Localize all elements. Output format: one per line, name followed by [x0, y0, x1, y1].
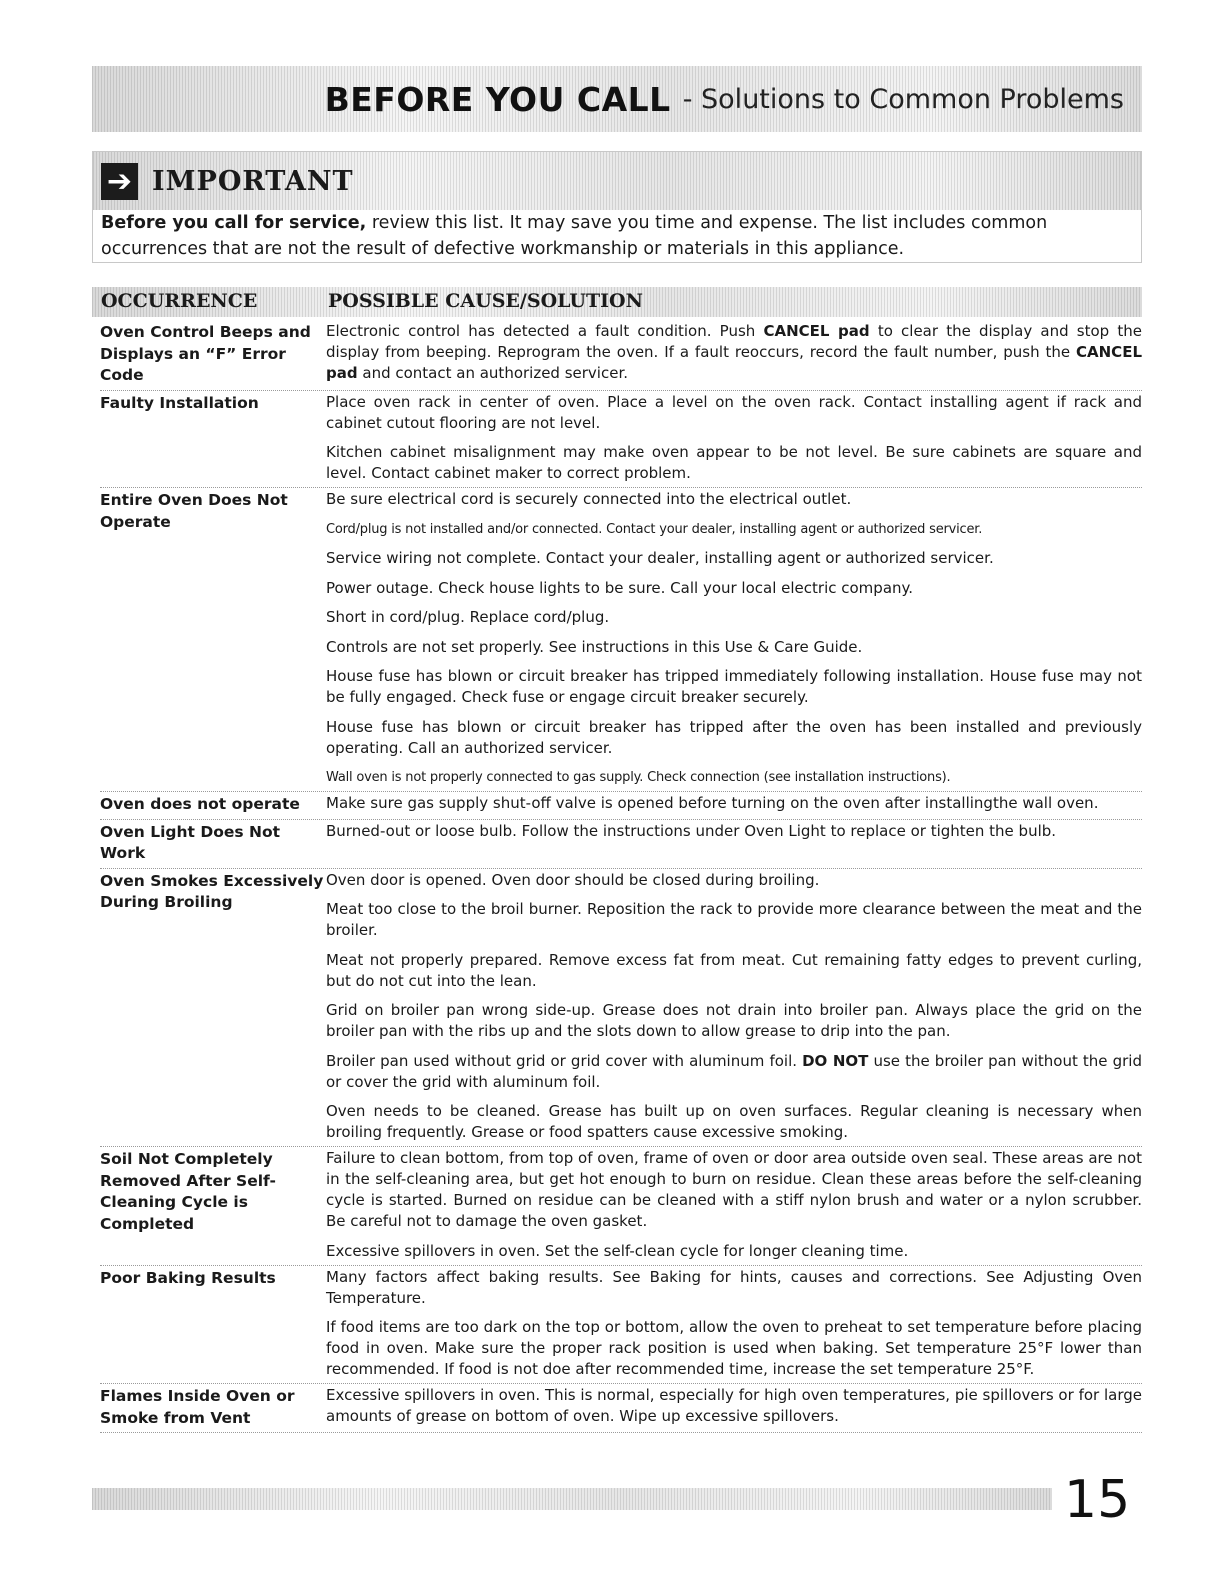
solution-text: Cord/plug is not installed and/or connected. Contact your dealer, installing agent or authorized servicer.	[326, 521, 983, 537]
solution-text: use the broiler pan without the grid or cover the grid with aluminum foil.	[326, 1051, 1142, 1091]
solution-cell	[326, 1267, 1142, 1381]
solution-cell	[326, 1148, 1142, 1262]
solution-text: House fuse has blown or circuit breaker has tripped immediately following installation. House fuse may not be fully engaged. Check fuse or engage circuit breaker securely.	[326, 667, 1142, 706]
solution-cell	[326, 489, 1142, 788]
solution-cell	[326, 392, 1142, 485]
solution-paragraph	[326, 870, 1142, 891]
solution-paragraph	[326, 519, 1142, 540]
solution-text: Be sure electrical cord is securely connected into the electrical outlet.	[326, 490, 852, 508]
occurrence-cell: Entire Oven Does Not Operate	[100, 491, 288, 531]
solution-cell	[326, 1385, 1142, 1429]
solution-text: Broiler pan used without grid or grid cover with aluminum foil.	[326, 1051, 803, 1070]
solution-text: Failure to clean bottom, from top of oven, frame of oven or door area outside oven seal. These areas are not in the self-cleaning area, but get hot enough to burn on residue. Clean these areas before the self-cleaning cycle is started. Burned on residue can be cleaned with a stiff nylon brush and water or a nylon scrubber. Be careful not to damage the oven gasket.	[326, 1149, 1142, 1230]
table-row	[100, 391, 1142, 489]
solution-text: Grid on broiler pan wrong side-up. Grease does not drain into broiler pan. Always place the grid on the broiler pan with the ribs up and the slots down to allow grease to drip into the pan.	[326, 1001, 1142, 1040]
table-row	[100, 1266, 1142, 1385]
solution-paragraph	[326, 666, 1142, 708]
table-row	[100, 869, 1142, 1148]
important-text	[101, 210, 1131, 262]
emphasis-text: CANCEL pad	[763, 322, 870, 340]
solution-paragraph	[326, 1051, 1142, 1093]
solution-text: Place oven rack in center of oven. Place a level on the oven rack. Contact installing agent if rack and cabinet cutout flooring are not level.	[326, 392, 1142, 432]
solution-cell	[326, 870, 1142, 1144]
solution-text: Service wiring not complete. Contact your dealer, installing agent or authorized servicer.	[326, 549, 994, 567]
solution-paragraph	[326, 578, 1142, 599]
solution-paragraph	[326, 1000, 1142, 1042]
solution-text: If food items are too dark on the top or bottom, allow the oven to preheat to set temperature before placing food in oven. Make sure the proper rack position is used when baking. Set temperature 25°F lower than recommended. If food is not doe after recommended time, increase the set temperature 25°F.	[326, 1318, 1142, 1378]
solution-paragraph	[326, 392, 1142, 434]
solution-paragraph	[326, 899, 1142, 941]
solution-paragraph	[326, 1317, 1142, 1380]
important-body: review this list. It may save you time and expense. The list includes common occurrences that are not the result of defective workmanship or materials in this appliance.	[101, 213, 1048, 259]
important-title: IMPORTANT	[152, 165, 354, 197]
solution-text: Many factors affect baking results. See Baking for hints, causes and corrections. See Adjusting Oven Temperature.	[326, 1267, 1142, 1307]
solution-text: Oven needs to be cleaned. Grease has built up on oven surfaces. Regular cleaning is necessary when broiling frequently. Grease or food spatters cause excessive smoking.	[326, 1102, 1142, 1141]
solution-cell	[326, 321, 1142, 387]
occurrence-column-header: OCCURRENCE	[101, 290, 258, 312]
solution-text: House fuse has blown or circuit breaker has tripped after the oven has been installed and previously operating. Call an authorized servicer.	[326, 717, 1142, 757]
solution-paragraph	[326, 489, 1142, 510]
solution-paragraph	[326, 548, 1142, 569]
table-row	[100, 320, 1142, 391]
solution-text: Power outage. Check house lights to be sure. Call your local electric company.	[326, 578, 914, 597]
occurrence-cell: Faulty Installation	[100, 393, 259, 412]
occurrence-cell: Oven Control Beeps and Displays an “F” Error Code	[100, 323, 311, 384]
solution-column-header: POSSIBLE CAUSE/SOLUTION	[328, 290, 643, 312]
solution-cell	[326, 821, 1142, 865]
solution-paragraph	[326, 717, 1142, 759]
solution-paragraph	[326, 637, 1142, 658]
table-row	[100, 1147, 1142, 1266]
solution-text: Meat too close to the broil burner. Reposition the rack to provide more clearance between the meat and the broiler.	[326, 900, 1142, 939]
footer-bar	[92, 1488, 1052, 1510]
solution-text: and contact an authorized servicer.	[357, 364, 629, 382]
table-header	[92, 287, 1142, 317]
solution-text: Electronic control has detected a fault condition. Push	[326, 322, 764, 340]
emphasis-text: DO NOT	[802, 1051, 869, 1070]
solution-text: Burned-out or loose bulb. Follow the instructions under Oven Light to replace or tighten the bulb.	[326, 821, 1057, 840]
table-row	[100, 820, 1142, 869]
solution-paragraph	[326, 607, 1142, 628]
occurrence-cell: Oven Smokes Excessively During Broiling	[100, 871, 324, 911]
important-header	[93, 152, 1141, 210]
table-row	[100, 792, 1142, 820]
page-banner	[92, 66, 1142, 132]
table-row	[100, 1384, 1142, 1433]
solution-paragraph	[326, 1241, 1142, 1262]
solution-text: Oven door is opened. Oven door should be closed during broiling.	[326, 870, 820, 889]
solution-paragraph	[326, 767, 1142, 788]
solution-text: Wall oven is not properly connected to gas supply. Check connection (see installation instructions).	[326, 770, 951, 785]
solution-paragraph	[326, 1267, 1142, 1309]
solution-paragraph	[326, 321, 1142, 384]
solution-paragraph	[326, 821, 1142, 842]
solution-text: to clear the display and stop the display from beeping. Reprogram the oven. If a fault reoccurs, record the fault number, push the	[326, 322, 1142, 361]
solution-paragraph	[326, 1101, 1142, 1143]
occurrence-cell: Poor Baking Results	[100, 1268, 276, 1287]
arrow-right-icon: ➔	[101, 163, 138, 200]
solution-cell	[326, 793, 1142, 816]
occurrence-cell: Soil Not Completely Removed After Self-Cleaning Cycle is Completed	[100, 1150, 276, 1233]
solution-text: Excessive spillovers in oven. Set the self-clean cycle for longer cleaning time.	[326, 1241, 909, 1260]
solution-text: Meat not properly prepared. Remove excess fat from meat. Cut remaining fatty edges to prevent curling, but do not cut into the lean.	[326, 950, 1142, 990]
solution-text: Make sure gas supply shut-off valve is opened before turning on the oven after installingthe wall oven.	[326, 794, 1099, 812]
solution-paragraph	[326, 950, 1142, 992]
solution-paragraph	[326, 1148, 1142, 1232]
important-notice	[92, 151, 1142, 263]
table-row	[100, 488, 1142, 792]
solution-text: Excessive spillovers in oven. This is normal, especially for high oven temperatures, pie spillovers or for large amounts of grease on bottom of oven. Wipe up excessive spillovers.	[326, 1386, 1142, 1425]
solution-paragraph	[326, 442, 1142, 484]
emphasis-text: CANCEL pad	[326, 343, 1142, 382]
solution-text: Short in cord/plug. Replace cord/plug.	[326, 608, 610, 626]
occurrence-cell: Flames Inside Oven or Smoke from Vent	[100, 1387, 295, 1427]
solution-text: Controls are not set properly. See instructions in this Use & Care Guide.	[326, 637, 863, 656]
banner-title: BEFORE YOU CALL	[324, 79, 671, 119]
important-lead: Before you call for service,	[101, 213, 367, 233]
occurrence-cell: Oven Light Does Not Work	[100, 822, 281, 862]
troubleshooting-table	[100, 320, 1142, 1433]
banner-subtitle: - Solutions to Common Problems	[682, 83, 1124, 115]
solution-text: Kitchen cabinet misalignment may make oven appear to be not level. Be sure cabinets are square and level. Contact cabinet maker to correct problem.	[326, 443, 1142, 482]
solution-paragraph	[326, 1385, 1142, 1427]
occurrence-cell: Oven does not operate	[100, 795, 300, 813]
solution-paragraph	[326, 793, 1142, 814]
page-number: 15	[1064, 1470, 1131, 1530]
